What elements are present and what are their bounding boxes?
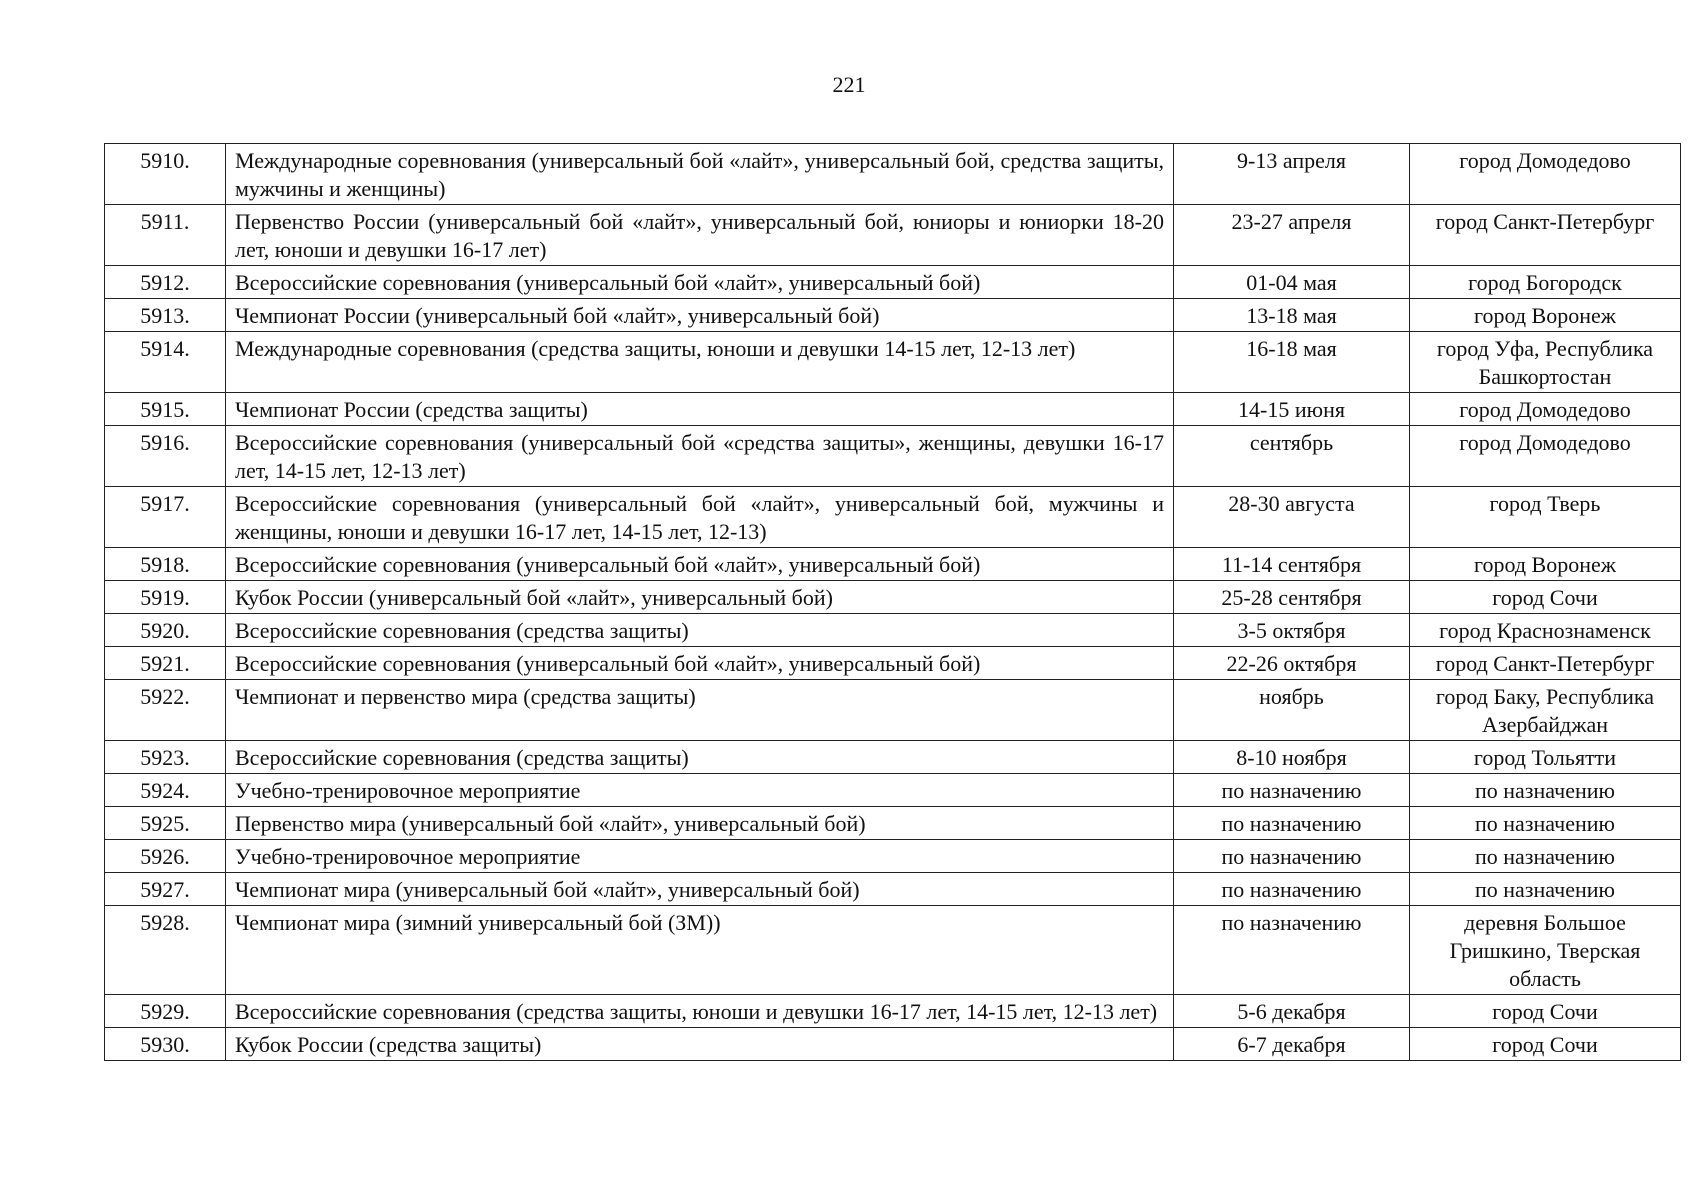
event-date-cell: 01-04 мая: [1174, 266, 1410, 299]
table-row: [105, 807, 1681, 840]
table-row: [105, 266, 1681, 299]
event-name-cell: Кубок России (универсальный бой «лайт», универсальный бой): [226, 581, 1174, 614]
row-number-cell: 5912.: [105, 266, 226, 299]
table-row: [105, 1028, 1681, 1061]
event-place-cell: по назначению: [1410, 774, 1681, 807]
event-date-cell: 9-13 апреля: [1174, 144, 1410, 205]
event-date-cell: 3-5 октября: [1174, 614, 1410, 647]
row-number-cell: 5925.: [105, 807, 226, 840]
event-name-cell: Кубок России (средства защиты): [226, 1028, 1174, 1061]
event-name-cell: Чемпионат и первенство мира (средства защиты): [226, 680, 1174, 741]
event-name-cell: Всероссийские соревнования (средства защиты): [226, 614, 1174, 647]
table-row: [105, 144, 1681, 205]
event-date-cell: 13-18 мая: [1174, 299, 1410, 332]
row-number-cell: 5924.: [105, 774, 226, 807]
event-place-cell: город Санкт-Петербург: [1410, 205, 1681, 266]
row-number-cell: 5921.: [105, 647, 226, 680]
event-name-cell: Всероссийские соревнования (средства защиты, юноши и девушки 16-17 лет, 14-15 лет, 12-13 лет): [226, 995, 1174, 1028]
event-date-cell: по назначению: [1174, 840, 1410, 873]
event-place-cell: город Уфа, Республика Башкортостан: [1410, 332, 1681, 393]
event-name-cell: Первенство России (универсальный бой «лайт», универсальный бой, юниоры и юниорки 18-20 лет, юноши и девушки 16-17 лет): [226, 205, 1174, 266]
event-place-cell: город Домодедово: [1410, 426, 1681, 487]
event-date-cell: 14-15 июня: [1174, 393, 1410, 426]
table-row: [105, 332, 1681, 393]
table-row: [105, 581, 1681, 614]
row-number-cell: 5920.: [105, 614, 226, 647]
table-row: [105, 614, 1681, 647]
event-place-cell: город Тольятти: [1410, 741, 1681, 774]
event-name-cell: Международные соревнования (универсальный бой «лайт», универсальный бой, средства защиты, мужчины и женщины): [226, 144, 1174, 205]
row-number-cell: 5929.: [105, 995, 226, 1028]
event-date-cell: 8-10 ноября: [1174, 741, 1410, 774]
event-date-cell: 28-30 августа: [1174, 487, 1410, 548]
event-name-cell: Всероссийские соревнования (универсальный бой «средства защиты», женщины, девушки 16-17 лет, 14-15 лет, 12-13 лет): [226, 426, 1174, 487]
event-date-cell: 22-26 октября: [1174, 647, 1410, 680]
table-row: [105, 487, 1681, 548]
event-name-cell: Учебно-тренировочное мероприятие: [226, 774, 1174, 807]
event-date-cell: 23-27 апреля: [1174, 205, 1410, 266]
table-row: [105, 299, 1681, 332]
event-date-cell: по назначению: [1174, 906, 1410, 995]
events-table-body: [105, 144, 1681, 1061]
event-name-cell: Первенство мира (универсальный бой «лайт», универсальный бой): [226, 807, 1174, 840]
event-place-cell: город Тверь: [1410, 487, 1681, 548]
table-row: [105, 840, 1681, 873]
event-place-cell: город Баку, Республика Азербайджан: [1410, 680, 1681, 741]
event-date-cell: сентябрь: [1174, 426, 1410, 487]
event-name-cell: Чемпионат мира (зимний универсальный бой (ЗМ)): [226, 906, 1174, 995]
event-place-cell: деревня Большое Гришкино, Тверская область: [1410, 906, 1681, 995]
row-number-cell: 5914.: [105, 332, 226, 393]
row-number-cell: 5930.: [105, 1028, 226, 1061]
row-number-cell: 5913.: [105, 299, 226, 332]
event-name-cell: Всероссийские соревнования (универсальный бой «лайт», универсальный бой): [226, 647, 1174, 680]
row-number-cell: 5915.: [105, 393, 226, 426]
row-number-cell: 5926.: [105, 840, 226, 873]
table-row: [105, 873, 1681, 906]
event-name-cell: Всероссийские соревнования (универсальный бой «лайт», универсальный бой, мужчины и женщины, юноши и девушки 16-17 лет, 14-15 лет, 12-13): [226, 487, 1174, 548]
event-name-cell: Всероссийские соревнования (универсальный бой «лайт», универсальный бой): [226, 266, 1174, 299]
event-place-cell: город Сочи: [1410, 1028, 1681, 1061]
table-row: [105, 393, 1681, 426]
event-place-cell: город Домодедово: [1410, 393, 1681, 426]
event-place-cell: город Воронеж: [1410, 548, 1681, 581]
row-number-cell: 5922.: [105, 680, 226, 741]
event-place-cell: по назначению: [1410, 807, 1681, 840]
row-number-cell: 5927.: [105, 873, 226, 906]
row-number-cell: 5911.: [105, 205, 226, 266]
event-date-cell: по назначению: [1174, 807, 1410, 840]
event-place-cell: по назначению: [1410, 840, 1681, 873]
event-name-cell: Чемпионат России (средства защиты): [226, 393, 1174, 426]
event-place-cell: город Санкт-Петербург: [1410, 647, 1681, 680]
table-row: [105, 647, 1681, 680]
row-number-cell: 5910.: [105, 144, 226, 205]
table-row: [105, 205, 1681, 266]
event-date-cell: 25-28 сентября: [1174, 581, 1410, 614]
event-name-cell: Всероссийские соревнования (средства защиты): [226, 741, 1174, 774]
row-number-cell: 5923.: [105, 741, 226, 774]
event-date-cell: 16-18 мая: [1174, 332, 1410, 393]
event-place-cell: по назначению: [1410, 873, 1681, 906]
event-place-cell: город Воронеж: [1410, 299, 1681, 332]
event-place-cell: город Домодедово: [1410, 144, 1681, 205]
event-name-cell: Чемпионат мира (универсальный бой «лайт», универсальный бой): [226, 873, 1174, 906]
row-number-cell: 5919.: [105, 581, 226, 614]
event-name-cell: Международные соревнования (средства защиты, юноши и девушки 14-15 лет, 12-13 лет): [226, 332, 1174, 393]
event-place-cell: город Сочи: [1410, 581, 1681, 614]
event-date-cell: 6-7 декабря: [1174, 1028, 1410, 1061]
events-table: [104, 143, 1681, 1061]
table-row: [105, 774, 1681, 807]
row-number-cell: 5918.: [105, 548, 226, 581]
event-date-cell: ноябрь: [1174, 680, 1410, 741]
event-date-cell: 5-6 декабря: [1174, 995, 1410, 1028]
event-place-cell: город Сочи: [1410, 995, 1681, 1028]
event-name-cell: Чемпионат России (универсальный бой «лайт», универсальный бой): [226, 299, 1174, 332]
event-date-cell: по назначению: [1174, 873, 1410, 906]
event-name-cell: Всероссийские соревнования (универсальный бой «лайт», универсальный бой): [226, 548, 1174, 581]
event-place-cell: город Богородск: [1410, 266, 1681, 299]
table-row: [105, 548, 1681, 581]
table-row: [105, 906, 1681, 995]
event-name-cell: Учебно-тренировочное мероприятие: [226, 840, 1174, 873]
page-number: 221: [832, 72, 866, 97]
event-date-cell: по назначению: [1174, 774, 1410, 807]
table-row: [105, 995, 1681, 1028]
table-row: [105, 680, 1681, 741]
row-number-cell: 5928.: [105, 906, 226, 995]
table-row: [105, 741, 1681, 774]
event-place-cell: город Краснознаменск: [1410, 614, 1681, 647]
row-number-cell: 5916.: [105, 426, 226, 487]
event-date-cell: 11-14 сентября: [1174, 548, 1410, 581]
row-number-cell: 5917.: [105, 487, 226, 548]
table-row: [105, 426, 1681, 487]
